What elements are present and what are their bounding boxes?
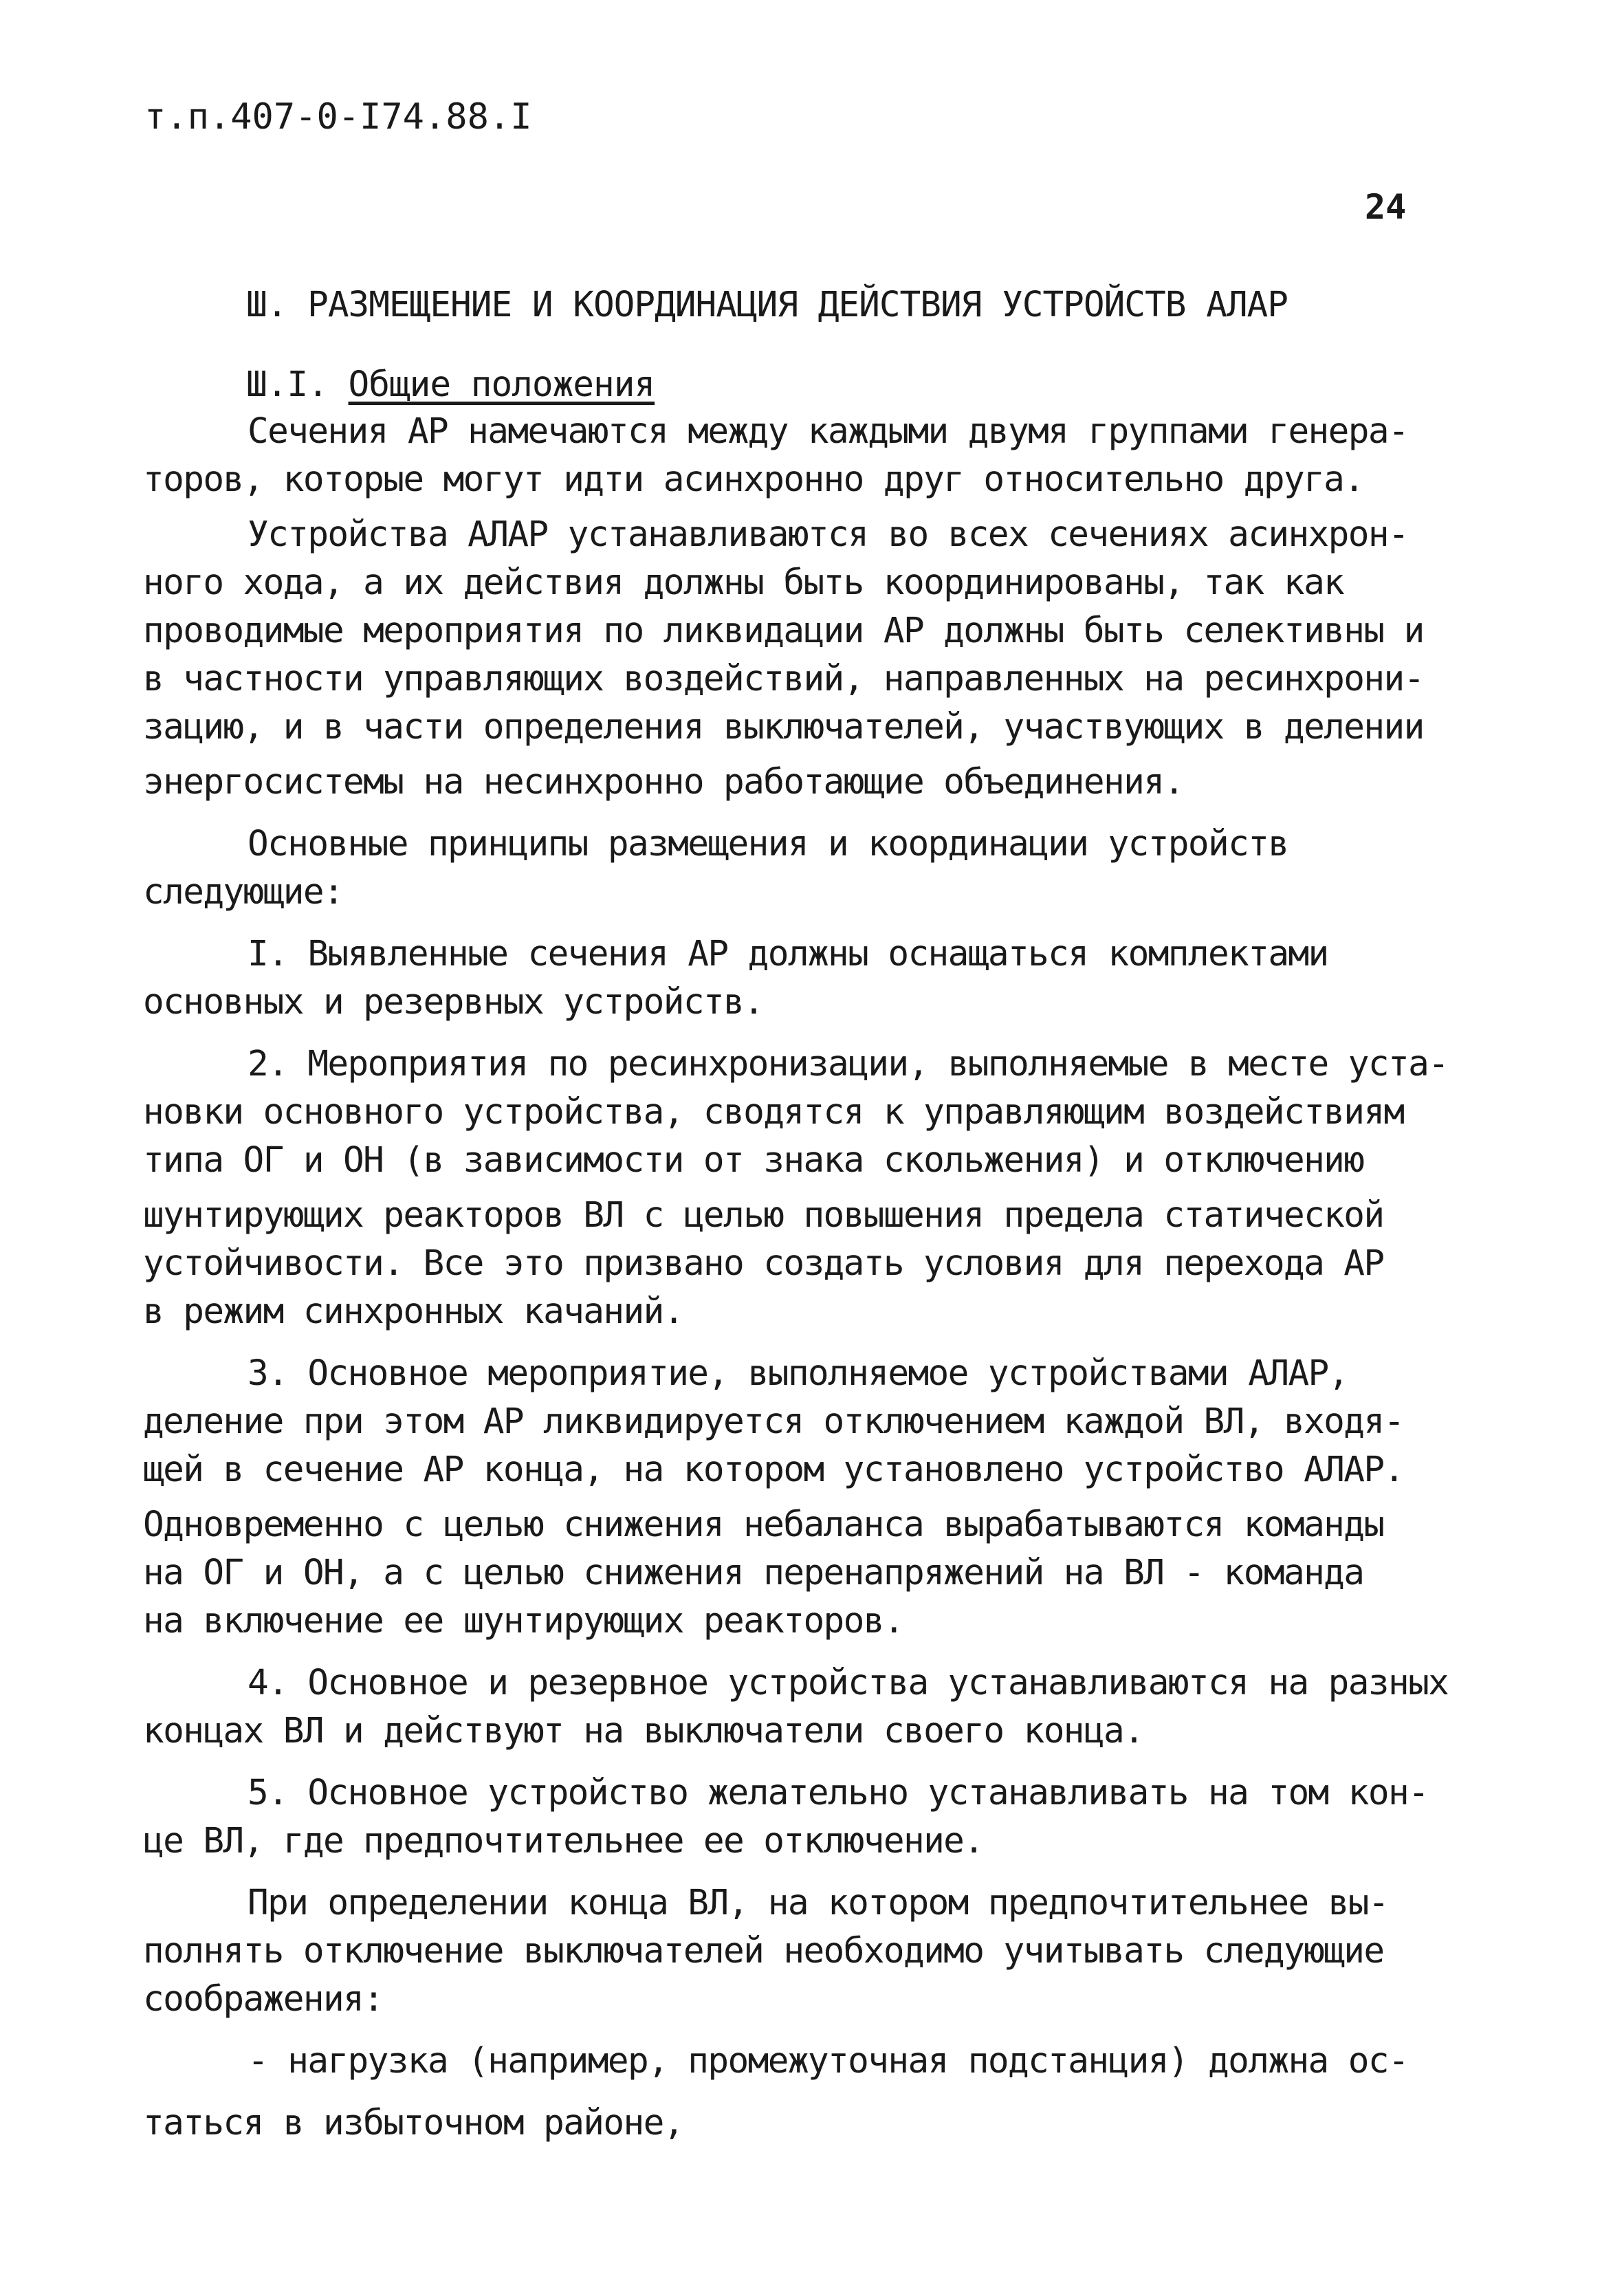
text-line: зацию, и в части определения выключателей, участвующих в делении (143, 707, 1424, 747)
text-line: на ОГ и ОН, а с целью снижения перенапряжений на ВЛ - команда (143, 1553, 1364, 1593)
text-line: на включение ее шунтирующих реакторов. (143, 1601, 903, 1641)
text-line: Одновременно с целью снижения небаланса вырабатываются команды (143, 1505, 1384, 1545)
text-line: в частности управляющих воздействий, направленных на ресинхрони- (143, 659, 1424, 699)
text-line: соображения: (143, 1979, 384, 2020)
text-line: энергосистемы на несинхронно работающие объединения. (143, 762, 1184, 802)
text-line: 5. Основное устройство желательно устанавливать на том кон- (248, 1773, 1429, 1813)
text-line: концах ВЛ и действуют на выключатели своего конца. (143, 1711, 1144, 1751)
text-line: Основные принципы размещения и координации устройств (248, 824, 1288, 864)
text-line: це ВЛ, где предпочтительнее ее отключение. (143, 1821, 984, 1861)
text-line: торов, которые могут идти асинхронно друг относительно друга. (143, 459, 1364, 500)
page-number: 24 (1365, 187, 1407, 227)
text-line: щей в сечение АР конца, на котором установлено устройство АЛАР. (143, 1450, 1404, 1490)
text-line: I. Выявленные сечения АР должны оснащаться комплектами (248, 934, 1328, 974)
text-line: шунтирующих реакторов ВЛ с целью повышения предела статической (143, 1195, 1384, 1236)
text-line: новки основного устройства, сводятся к управляющим воздействиям (143, 1092, 1404, 1133)
text-line: 2. Мероприятия по ресинхронизации, выполняемые в месте уста- (248, 1044, 1449, 1084)
section-title: Ш. РАЗМЕЩЕНИЕ И КООРДИНАЦИЯ ДЕЙСТВИЯ УСТРОЙСТВ АЛАР (246, 285, 1288, 325)
text-line: следующие: (143, 872, 344, 912)
text-line: 4. Основное и резервное устройства устанавливаются на разных (248, 1663, 1449, 1703)
subsection-heading (246, 364, 655, 405)
document-code: т.п.407-0-I74.88.I (144, 96, 532, 138)
text-line: таться в избыточном районе, (143, 2103, 683, 2143)
text-line: 3. Основное мероприятие, выполняемое устройствами АЛАР, (248, 1353, 1348, 1394)
text-line: типа ОГ и ОН (в зависимости от знака скольжения) и отключению (143, 1140, 1364, 1181)
subsection-number: Ш.I. (246, 364, 328, 405)
text-line: полнять отключение выключателей необходимо учитывать следующие (143, 1931, 1384, 1971)
text-line: в режим синхронных качаний. (143, 1291, 683, 1332)
text-line: устойчивости. Все это призвано создать условия для перехода АР (143, 1243, 1384, 1284)
text-line: деление при этом АР ликвидируется отключением каждой ВЛ, входя- (143, 1401, 1404, 1442)
text-line: - нагрузка (например, промежуточная подстанция) должна ос- (248, 2041, 1409, 2081)
text-line: ного хода, а их действия должны быть координированы, так как (143, 562, 1344, 603)
text-line: основных и резервных устройств. (143, 982, 764, 1023)
subsection-title: Общие положения (348, 364, 655, 405)
text-line: Устройства АЛАР устанавливаются во всех сечениях асинхрон- (248, 514, 1409, 555)
text-line: Сечения АР намечаются между каждыми двумя группами генера- (248, 411, 1409, 452)
text-line: При определении конца ВЛ, на котором предпочтительнее вы- (248, 1883, 1388, 1923)
text-line: проводимые мероприятия по ликвидации АР должны быть селективны и (143, 611, 1424, 651)
